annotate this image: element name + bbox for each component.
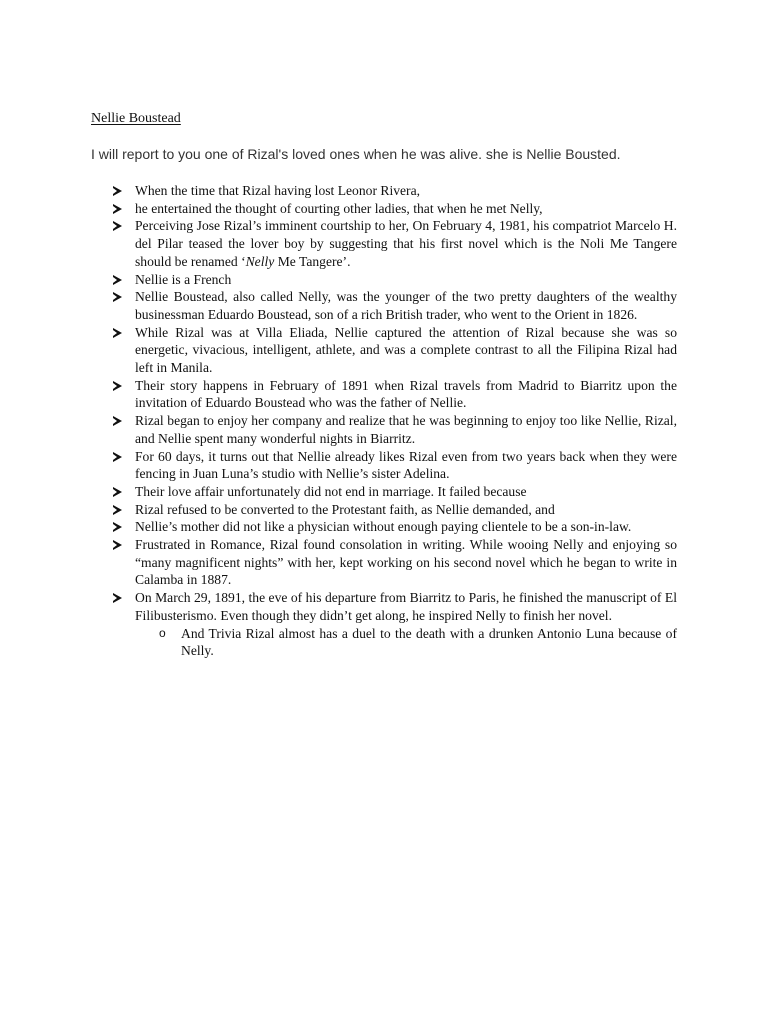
bullet-text: For 60 days, it turns out that Nellie already likes Rizal even from two years back when they were fencing in Juan Luna’s studio with Nellie’s sister Adelina.: [135, 448, 677, 482]
bullet-item: [91, 271, 677, 289]
bullet-text: Nellie Boustead, also called Nelly, was the younger of the two pretty daughters of the wealthy businessman Eduardo Boustead, son of a rich British trader, who went to the Orient in 1826.: [135, 289, 677, 322]
arrow-bullet-icon: [113, 505, 122, 515]
bullet-item: [91, 536, 677, 589]
bullet-item: [91, 501, 677, 519]
bullet-item: [91, 217, 677, 270]
bullet-item: [91, 288, 677, 323]
bullet-text: he entertained the thought of courting other ladies, that when he met Nelly,: [135, 200, 543, 216]
arrow-bullet-icon: [113, 328, 122, 338]
bullet-text: Rizal began to enjoy her company and realize that he was beginning to enjoy too like Nellie, Rizal, and Nellie spent many wonderful nights in Biarritz.: [135, 413, 677, 446]
arrow-bullet-icon: [113, 204, 122, 214]
bullet-item: [91, 448, 677, 483]
document-title: Nellie Boustead: [91, 111, 181, 126]
bullet-list: [91, 182, 677, 660]
bullet-text: Nellie is a French: [135, 271, 232, 287]
circle-bullet-icon: o: [159, 625, 166, 640]
arrow-bullet-icon: [113, 540, 122, 550]
arrow-bullet-icon: [113, 292, 122, 302]
arrow-bullet-icon: [113, 186, 122, 196]
bullet-item: [91, 412, 677, 447]
bullet-text: Nellie’s mother did not like a physician without enough paying clientele to be a son-in-law.: [135, 519, 632, 535]
bullet-text: On March 29, 1891, the eve of his departure from Biarritz to Paris, he finished the manuscript of El Filibusterismo. Even though they didn’t get along, he inspired Nelly to finish her novel.: [135, 590, 677, 623]
bullet-item: [91, 200, 677, 218]
sub-bullet-list: [135, 625, 677, 660]
bullet-text: Their love affair unfortunately did not end in marriage. It failed because: [135, 483, 527, 499]
bullet-item: [91, 518, 677, 536]
bullet-text: When the time that Rizal having lost Leonor Rivera,: [135, 183, 421, 198]
arrow-bullet-icon: [113, 593, 122, 603]
sub-bullet-text: And Trivia Rizal almost has a duel to the death with a drunken Antonio Luna because of Nelly.: [181, 625, 677, 659]
intro-paragraph: I will report to you one of Rizal's loved ones when he was alive. she is Nellie Bousted.: [91, 146, 621, 162]
bullet-item: [91, 483, 677, 501]
bullet-text: Rizal refused to be converted to the Protestant faith, as Nellie demanded, and: [135, 501, 555, 517]
bullet-text-after: Me Tangere’.: [274, 253, 351, 269]
bullet-text: Their story happens in February of 1891 when Rizal travels from Madrid to Biarritz upon the invitation of Eduardo Boustead who was the father of Nellie.: [135, 377, 677, 411]
arrow-bullet-icon: [113, 381, 122, 391]
bullet-item: [91, 182, 677, 200]
bullet-text: Frustrated in Romance, Rizal found consolation in writing. While wooing Nelly and enjoying so “many magnificent nights” with her, kept working on his second novel which he began to write in Calamba in 1887.: [135, 537, 677, 588]
arrow-bullet-icon: [113, 221, 122, 231]
bullet-emphasis: Nelly: [245, 253, 275, 269]
bullet-text-before: Perceiving Jose Rizal’s imminent courtship to her, On February 4, 1981, his compatriot Marcelo H. del Pilar teased the lover boy by suggesting that his first novel which is the Noli Me Tangere should be renamed ‘: [135, 218, 677, 269]
arrow-bullet-icon: [113, 522, 122, 532]
arrow-bullet-icon: [113, 275, 122, 285]
arrow-bullet-icon: [113, 452, 122, 462]
bullet-item: [91, 589, 677, 660]
sub-bullet-item: [91, 625, 677, 660]
bullet-text: While Rizal was at Villa Eliada, Nellie captured the attention of Rizal because she was so energetic, vivacious, intelligent, athlete, and was a complete contrast to all the Filipina Rizal had left in Manila.: [135, 324, 677, 376]
bullet-item: [91, 377, 677, 412]
arrow-bullet-icon: [113, 487, 122, 497]
bullet-item: [91, 324, 677, 377]
arrow-bullet-icon: [113, 416, 122, 426]
